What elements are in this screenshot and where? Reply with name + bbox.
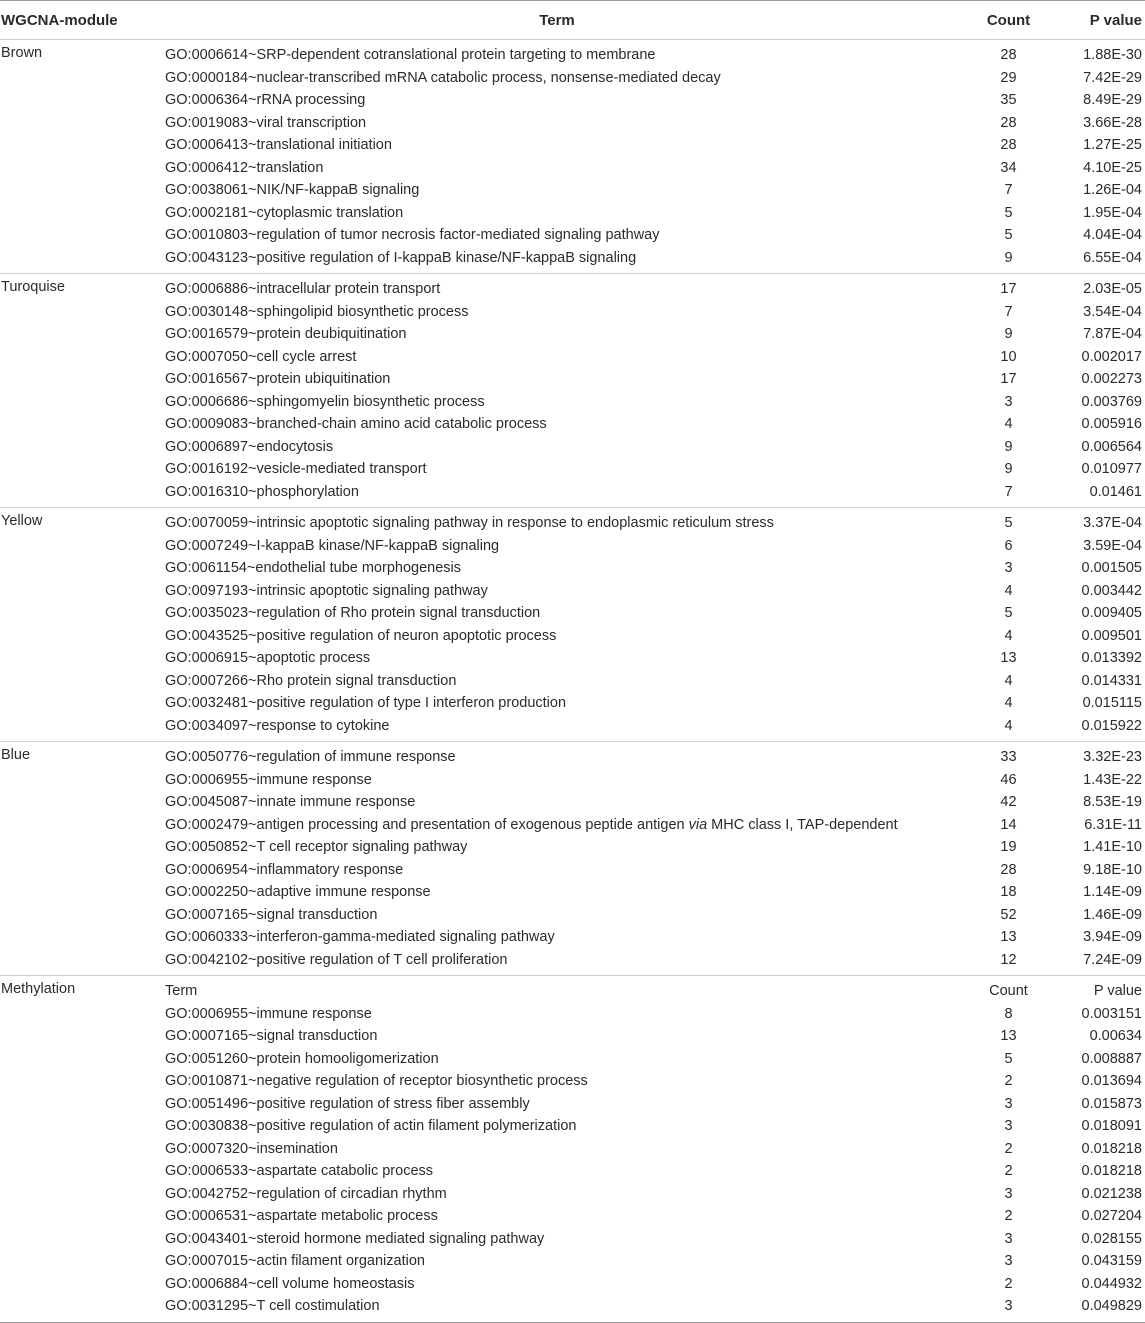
module-name bbox=[0, 157, 157, 180]
table-row bbox=[0, 715, 1145, 742]
count-cell: 5 bbox=[1004, 1050, 1013, 1067]
table-row bbox=[0, 904, 1145, 927]
pvalue-cell: 0.003442 bbox=[1081, 582, 1142, 599]
table-row bbox=[0, 89, 1145, 112]
term-cell: GO:0006897~endocytosis bbox=[165, 438, 334, 455]
module-name bbox=[0, 323, 157, 346]
term-cell: GO:0034097~response to cytokine bbox=[157, 715, 957, 742]
count-cell: 12 bbox=[957, 949, 1060, 976]
count-cell: 17 bbox=[1000, 371, 1017, 388]
pvalue-cell: 9.18E-10 bbox=[1083, 861, 1142, 878]
count-cell: Count bbox=[989, 983, 1028, 1000]
pvalue-cell: 1.26E-04 bbox=[1083, 182, 1142, 199]
module-name bbox=[0, 134, 157, 157]
pvalue-cell: 0.021238 bbox=[1081, 1185, 1142, 1202]
pvalue-cell: 8.53E-19 bbox=[1083, 794, 1142, 811]
module-name bbox=[0, 580, 157, 603]
module-group-methylation bbox=[0, 976, 1145, 1323]
count-cell: 9 bbox=[957, 247, 1060, 274]
pvalue-cell: 0.01461 bbox=[1060, 481, 1145, 508]
pvalue-cell: 0.009501 bbox=[1081, 627, 1142, 644]
term-cell: GO:0030148~sphingolipid biosynthetic process bbox=[165, 303, 469, 320]
module-name bbox=[0, 368, 157, 391]
header-row bbox=[0, 1, 1145, 40]
count-cell: 5 bbox=[1004, 204, 1013, 221]
count-cell: 2 bbox=[1004, 1073, 1013, 1090]
module-name bbox=[0, 926, 157, 949]
count-cell: 34 bbox=[1000, 159, 1017, 176]
table-row bbox=[0, 40, 1145, 67]
table-row bbox=[0, 1160, 1145, 1183]
term-cell: GO:0051260~protein homooligomerization bbox=[165, 1050, 439, 1067]
header-module: WGCNA-module bbox=[0, 1, 157, 40]
count-cell: 28 bbox=[1000, 861, 1017, 878]
pvalue-cell: 0.043159 bbox=[1081, 1253, 1142, 1270]
count-cell: 3 bbox=[1004, 1230, 1013, 1247]
count-cell: 33 bbox=[1000, 749, 1017, 766]
count-cell: 3 bbox=[1004, 560, 1013, 577]
table-row bbox=[0, 247, 1145, 274]
module-name: Methylation bbox=[1, 981, 76, 997]
pvalue-cell: 0.006564 bbox=[1081, 438, 1142, 455]
module-name bbox=[0, 557, 157, 580]
pvalue-cell: 0.009405 bbox=[1081, 605, 1142, 622]
count-cell: 18 bbox=[1000, 884, 1017, 901]
term-cell: GO:0030838~positive regulation of actin filament polymerization bbox=[165, 1118, 577, 1135]
module-name bbox=[0, 1025, 157, 1048]
term-cell: GO:0016567~protein ubiquitination bbox=[165, 371, 391, 388]
module-name bbox=[0, 179, 157, 202]
term-cell: GO:0006954~inflammatory response bbox=[165, 861, 404, 878]
pvalue-cell: 0.013392 bbox=[1081, 650, 1142, 667]
term-cell: GO:0002250~adaptive immune response bbox=[165, 884, 431, 901]
count-cell: 5 bbox=[1004, 515, 1013, 532]
term-cell: GO:0061154~endothelial tube morphogenesis bbox=[165, 560, 461, 577]
count-cell: 9 bbox=[1004, 438, 1013, 455]
count-cell: 42 bbox=[1000, 794, 1017, 811]
table-row bbox=[0, 1183, 1145, 1206]
table-row bbox=[0, 67, 1145, 90]
count-cell: 2 bbox=[1004, 1208, 1013, 1225]
module-name bbox=[0, 692, 157, 715]
term-cell: GO:0043401~steroid hormone mediated signaling pathway bbox=[165, 1230, 545, 1247]
count-cell: 28 bbox=[1000, 114, 1017, 131]
pvalue-cell: 7.24E-09 bbox=[1060, 949, 1145, 976]
module-name bbox=[0, 602, 157, 625]
term-cell: GO:0019083~viral transcription bbox=[165, 114, 367, 131]
module-name bbox=[0, 481, 157, 508]
term-cell: GO:0050776~regulation of immune response bbox=[165, 749, 456, 766]
count-cell: 5 bbox=[1004, 227, 1013, 244]
term-cell: GO:0007320~insemination bbox=[165, 1140, 338, 1157]
table-row bbox=[0, 1025, 1145, 1048]
term-cell: GO:0042752~regulation of circadian rhythm bbox=[165, 1185, 447, 1202]
table-row bbox=[0, 1048, 1145, 1071]
pvalue-cell: 0.049829 bbox=[1060, 1295, 1145, 1322]
table-row bbox=[0, 1115, 1145, 1138]
pvalue-cell: 0.018218 bbox=[1081, 1140, 1142, 1157]
pvalue-cell: 3.32E-23 bbox=[1083, 749, 1142, 766]
term-cell: GO:0016310~phosphorylation bbox=[157, 481, 957, 508]
module-name bbox=[0, 1273, 157, 1296]
pvalue-cell: 0.044932 bbox=[1081, 1275, 1142, 1292]
module-name bbox=[0, 904, 157, 927]
pvalue-cell: 6.31E-11 bbox=[1084, 816, 1142, 833]
term-cell: GO:0031295~T cell costimulation bbox=[157, 1295, 957, 1322]
count-cell: 3 bbox=[957, 1295, 1060, 1322]
pvalue-cell: 0.018218 bbox=[1081, 1163, 1142, 1180]
count-cell: 3 bbox=[1004, 393, 1013, 410]
module-name bbox=[0, 647, 157, 670]
table-row bbox=[0, 692, 1145, 715]
term-cell: GO:0006686~sphingomyelin biosynthetic process bbox=[165, 393, 485, 410]
count-cell: 46 bbox=[1000, 771, 1017, 788]
count-cell: 9 bbox=[1004, 461, 1013, 478]
term-cell: Term bbox=[165, 983, 198, 1000]
count-cell: 10 bbox=[1000, 348, 1017, 365]
module-name bbox=[0, 247, 157, 274]
term-cell: GO:0006412~translation bbox=[165, 159, 324, 176]
module-name bbox=[0, 1183, 157, 1206]
pvalue-cell: 8.49E-29 bbox=[1083, 92, 1142, 109]
module-name bbox=[0, 535, 157, 558]
count-cell: 7 bbox=[1004, 182, 1013, 199]
count-cell: 5 bbox=[1004, 605, 1013, 622]
module-name bbox=[0, 859, 157, 882]
count-cell: 52 bbox=[1000, 906, 1017, 923]
count-cell: 4 bbox=[1004, 695, 1013, 712]
count-cell: 28 bbox=[1000, 137, 1017, 154]
count-cell: 3 bbox=[1004, 1118, 1013, 1135]
table-row bbox=[0, 202, 1145, 225]
pvalue-cell: 0.003151 bbox=[1081, 1005, 1142, 1022]
term-cell: GO:0006915~apoptotic process bbox=[165, 650, 371, 667]
pvalue-cell: 1.14E-09 bbox=[1083, 884, 1142, 901]
module-name bbox=[0, 1093, 157, 1116]
pvalue-cell: 4.10E-25 bbox=[1083, 159, 1142, 176]
count-cell: 19 bbox=[1000, 839, 1017, 856]
module-name bbox=[0, 1048, 157, 1071]
term-cell: GO:0007249~I-kappaB kinase/NF-kappaB signaling bbox=[165, 537, 500, 554]
count-cell: 35 bbox=[1000, 92, 1017, 109]
table-row bbox=[0, 301, 1145, 324]
module-name bbox=[0, 836, 157, 859]
term-cell: GO:0097193~intrinsic apoptotic signaling pathway bbox=[165, 582, 488, 599]
count-cell: 7 bbox=[957, 481, 1060, 508]
pvalue-cell: 0.028155 bbox=[1081, 1230, 1142, 1247]
count-cell: 9 bbox=[1004, 326, 1013, 343]
table-row bbox=[0, 391, 1145, 414]
count-cell: 7 bbox=[1004, 303, 1013, 320]
pvalue-cell: 1.43E-22 bbox=[1083, 771, 1142, 788]
table-row bbox=[0, 949, 1145, 976]
term-cell: GO:0006533~aspartate catabolic process bbox=[165, 1163, 434, 1180]
count-cell: 28 bbox=[1000, 47, 1017, 64]
count-cell: 2 bbox=[1004, 1275, 1013, 1292]
table-row bbox=[0, 458, 1145, 481]
table-row bbox=[0, 742, 1145, 769]
module-name bbox=[0, 112, 157, 135]
module-name bbox=[0, 413, 157, 436]
term-cell: GO:0045087~innate immune response bbox=[165, 794, 416, 811]
count-cell: 8 bbox=[1004, 1005, 1013, 1022]
module-name bbox=[0, 436, 157, 459]
count-cell: 3 bbox=[1004, 1095, 1013, 1112]
table-row bbox=[0, 1250, 1145, 1273]
table-row bbox=[0, 413, 1145, 436]
count-cell: 6 bbox=[1004, 537, 1013, 554]
pvalue-cell: 4.04E-04 bbox=[1083, 227, 1142, 244]
table-row bbox=[0, 769, 1145, 792]
table-row bbox=[0, 1070, 1145, 1093]
module-name bbox=[0, 458, 157, 481]
count-cell: 2 bbox=[1004, 1163, 1013, 1180]
term-cell: GO:0050852~T cell receptor signaling pathway bbox=[165, 839, 468, 856]
module-name bbox=[0, 67, 157, 90]
term-cell: GO:0016579~protein deubiquitination bbox=[165, 326, 407, 343]
count-cell: 29 bbox=[1000, 69, 1017, 86]
table-row bbox=[0, 670, 1145, 693]
module-name: Blue bbox=[1, 747, 31, 763]
module-name bbox=[0, 1160, 157, 1183]
pvalue-cell: 0.002017 bbox=[1081, 348, 1142, 365]
pvalue-cell: 0.010977 bbox=[1081, 461, 1142, 478]
module-name bbox=[0, 1115, 157, 1138]
table-row bbox=[0, 436, 1145, 459]
pvalue-cell: 0.00634 bbox=[1089, 1028, 1142, 1045]
table-row bbox=[0, 602, 1145, 625]
module-name bbox=[0, 1205, 157, 1228]
term-cell: GO:0006531~aspartate metabolic process bbox=[165, 1208, 438, 1225]
pvalue-cell: 2.03E-05 bbox=[1083, 281, 1142, 298]
pvalue-cell: 1.46E-09 bbox=[1083, 906, 1142, 923]
module-name: Brown bbox=[1, 45, 43, 61]
pvalue-cell: 3.54E-04 bbox=[1083, 303, 1142, 320]
table-row bbox=[0, 112, 1145, 135]
module-name bbox=[0, 791, 157, 814]
count-cell: 17 bbox=[1000, 281, 1017, 298]
table-row bbox=[0, 814, 1145, 837]
pvalue-cell: 0.005916 bbox=[1081, 416, 1142, 433]
module-name bbox=[0, 202, 157, 225]
table-row bbox=[0, 481, 1145, 508]
pvalue-cell: 0.013694 bbox=[1081, 1073, 1142, 1090]
module-name bbox=[0, 1295, 157, 1322]
term-cell: GO:0035023~regulation of Rho protein signal transduction bbox=[165, 605, 541, 622]
pvalue-cell: 0.027204 bbox=[1081, 1208, 1142, 1225]
count-cell: 4 bbox=[957, 715, 1060, 742]
module-name bbox=[0, 1138, 157, 1161]
table-row bbox=[0, 1228, 1145, 1251]
module-group-blue bbox=[0, 742, 1145, 976]
module-name bbox=[0, 89, 157, 112]
term-cell: GO:0042102~positive regulation of T cell proliferation bbox=[157, 949, 957, 976]
table-row bbox=[0, 179, 1145, 202]
module-name bbox=[0, 625, 157, 648]
module-name bbox=[0, 1250, 157, 1273]
module-name bbox=[0, 391, 157, 414]
table-row bbox=[0, 926, 1145, 949]
count-cell: 14 bbox=[1000, 816, 1017, 833]
module-name: Yellow bbox=[1, 513, 43, 529]
count-cell: 4 bbox=[1004, 672, 1013, 689]
pvalue-cell: 1.41E-10 bbox=[1083, 839, 1142, 856]
module-name bbox=[0, 1070, 157, 1093]
pvalue-cell: 0.015115 bbox=[1082, 695, 1142, 712]
table-row bbox=[0, 134, 1145, 157]
table-row bbox=[0, 508, 1145, 535]
table-row bbox=[0, 1093, 1145, 1116]
table-row bbox=[0, 535, 1145, 558]
module-name bbox=[0, 814, 157, 837]
term-cell: GO:0007050~cell cycle arrest bbox=[165, 348, 357, 365]
term-cell: GO:0002479~antigen processing and presentation of exogenous peptide antigen via MHC class I, TAP-dependent bbox=[165, 816, 898, 833]
module-name: Turoquise bbox=[1, 279, 65, 295]
term-cell: GO:0006955~immune response bbox=[165, 771, 372, 788]
term-cell: GO:0000184~nuclear-transcribed mRNA catabolic process, nonsense-mediated decay bbox=[165, 69, 721, 86]
term-cell: GO:0032481~positive regulation of type I interferon production bbox=[165, 695, 567, 712]
pvalue-cell: 0.003769 bbox=[1081, 393, 1142, 410]
pvalue-cell: 1.88E-30 bbox=[1083, 47, 1142, 64]
header-pvalue: P value bbox=[1060, 1, 1145, 40]
table-row bbox=[0, 368, 1145, 391]
module-group-yellow bbox=[0, 508, 1145, 742]
module-name bbox=[0, 670, 157, 693]
count-cell: 2 bbox=[1004, 1140, 1013, 1157]
table-row bbox=[0, 859, 1145, 882]
module-name bbox=[0, 949, 157, 976]
table-row bbox=[0, 274, 1145, 301]
module-name bbox=[0, 301, 157, 324]
pvalue-cell: 3.37E-04 bbox=[1083, 515, 1142, 532]
term-cell: GO:0006955~immune response bbox=[165, 1005, 372, 1022]
count-cell: 3 bbox=[1004, 1185, 1013, 1202]
table-row bbox=[0, 580, 1145, 603]
table-row bbox=[0, 647, 1145, 670]
pvalue-cell: 7.87E-04 bbox=[1083, 326, 1142, 343]
pvalue-cell: 0.018091 bbox=[1081, 1118, 1142, 1135]
module-name bbox=[0, 881, 157, 904]
pvalue-cell: P value bbox=[1093, 983, 1142, 1000]
term-cell: GO:0002181~cytoplasmic translation bbox=[165, 204, 404, 221]
count-cell: 4 bbox=[1004, 582, 1013, 599]
table-row bbox=[0, 346, 1145, 369]
pvalue-cell: 0.014331 bbox=[1081, 672, 1142, 689]
term-cell: GO:0006886~intracellular protein transport bbox=[165, 281, 441, 298]
count-cell: 13 bbox=[1000, 929, 1017, 946]
term-cell: GO:0043525~positive regulation of neuron apoptotic process bbox=[165, 627, 557, 644]
term-cell: GO:0051496~positive regulation of stress fiber assembly bbox=[165, 1095, 530, 1112]
term-cell: GO:0006614~SRP-dependent cotranslational protein targeting to membrane bbox=[165, 47, 656, 64]
term-cell: GO:0007266~Rho protein signal transduction bbox=[165, 672, 457, 689]
term-cell: GO:0010871~negative regulation of receptor biosynthetic process bbox=[165, 1073, 588, 1090]
term-cell: GO:0070059~intrinsic apoptotic signaling pathway in response to endoplasmic reticulum stress bbox=[165, 515, 774, 532]
header-count: Count bbox=[957, 1, 1060, 40]
term-cell: GO:0009083~branched-chain amino acid catabolic process bbox=[165, 416, 547, 433]
term-cell: GO:0010803~regulation of tumor necrosis factor-mediated signaling pathway bbox=[165, 227, 660, 244]
table-row bbox=[0, 557, 1145, 580]
module-name bbox=[0, 1003, 157, 1026]
term-cell: GO:0006884~cell volume homeostasis bbox=[165, 1275, 415, 1292]
term-cell: GO:0006364~rRNA processing bbox=[165, 92, 366, 109]
pvalue-cell: 3.59E-04 bbox=[1083, 537, 1142, 554]
module-name bbox=[0, 715, 157, 742]
table-row bbox=[0, 1138, 1145, 1161]
header-term: Term bbox=[157, 1, 957, 40]
module-name bbox=[0, 769, 157, 792]
pvalue-cell: 6.55E-04 bbox=[1060, 247, 1145, 274]
pvalue-cell: 0.001505 bbox=[1081, 560, 1142, 577]
module-group-brown bbox=[0, 40, 1145, 274]
term-cell: GO:0038061~NIK/NF-kappaB signaling bbox=[165, 182, 420, 199]
pvalue-cell: 0.008887 bbox=[1081, 1050, 1142, 1067]
pvalue-cell: 3.66E-28 bbox=[1083, 114, 1142, 131]
term-cell: GO:0007165~signal transduction bbox=[165, 906, 378, 923]
table-row bbox=[0, 157, 1145, 180]
term-cell: GO:0043123~positive regulation of I-kappaB kinase/NF-kappaB signaling bbox=[157, 247, 957, 274]
module-group-turoquise bbox=[0, 274, 1145, 508]
term-cell: GO:0007015~actin filament organization bbox=[165, 1253, 425, 1270]
table-row bbox=[0, 881, 1145, 904]
pvalue-cell: 3.94E-09 bbox=[1083, 929, 1142, 946]
term-cell: GO:0006413~translational initiation bbox=[165, 137, 392, 154]
table-row bbox=[0, 1003, 1145, 1026]
table-row bbox=[0, 791, 1145, 814]
pvalue-cell: 0.002273 bbox=[1081, 371, 1142, 388]
pvalue-cell: 0.015922 bbox=[1060, 715, 1145, 742]
table-row bbox=[0, 224, 1145, 247]
term-cell: GO:0016192~vesicle-mediated transport bbox=[165, 461, 427, 478]
count-cell: 4 bbox=[1004, 627, 1013, 644]
table-row bbox=[0, 323, 1145, 346]
term-cell: GO:0007165~signal transduction bbox=[165, 1028, 378, 1045]
table-row bbox=[0, 836, 1145, 859]
table-row bbox=[0, 1295, 1145, 1322]
count-cell: 4 bbox=[1004, 416, 1013, 433]
table-row bbox=[0, 976, 1145, 1003]
module-name bbox=[0, 346, 157, 369]
pvalue-cell: 7.42E-29 bbox=[1083, 69, 1142, 86]
pvalue-cell: 0.015873 bbox=[1081, 1095, 1142, 1112]
pvalue-cell: 1.95E-04 bbox=[1083, 204, 1142, 221]
table-row bbox=[0, 625, 1145, 648]
module-name bbox=[0, 1228, 157, 1251]
term-cell: GO:0060333~interferon-gamma-mediated signaling pathway bbox=[165, 929, 555, 946]
table-row bbox=[0, 1205, 1145, 1228]
pvalue-cell: 1.27E-25 bbox=[1083, 137, 1142, 154]
count-cell: 13 bbox=[1000, 650, 1017, 667]
module-name bbox=[0, 224, 157, 247]
count-cell: 3 bbox=[1004, 1253, 1013, 1270]
count-cell: 13 bbox=[1000, 1028, 1017, 1045]
table-row bbox=[0, 1273, 1145, 1296]
